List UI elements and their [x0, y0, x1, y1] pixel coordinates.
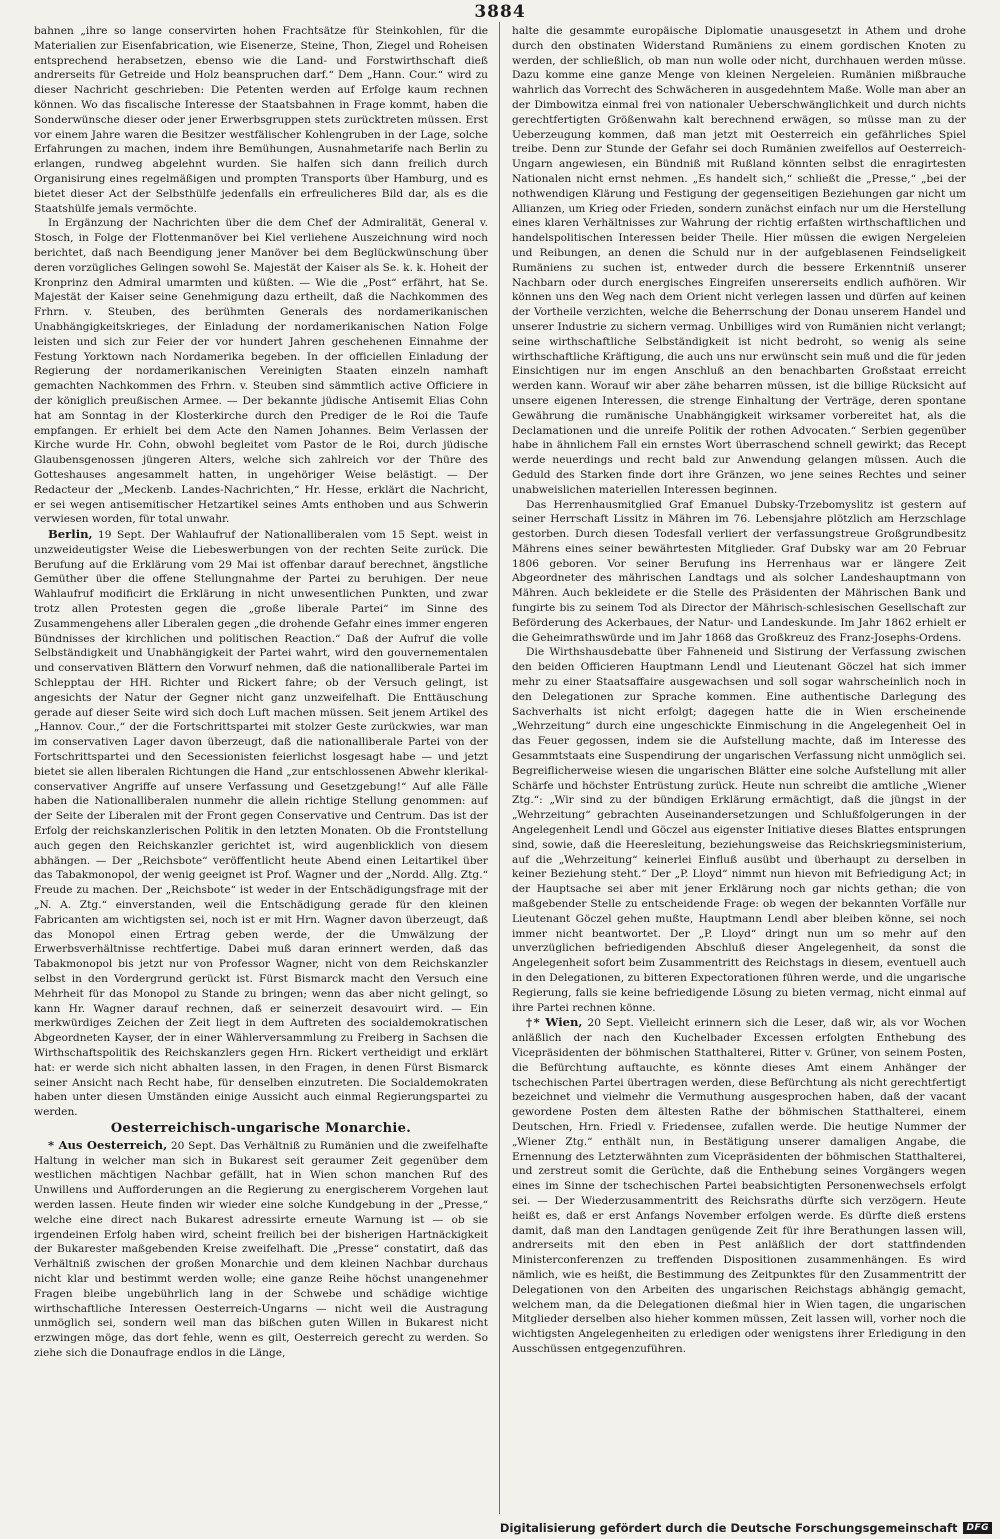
digitization-footer: [500, 1521, 992, 1535]
page-number: 3884: [474, 2, 526, 22]
article-paragraph: halte die gesammte europäische Diplomatie unausgesetzt in Athem und drohe durch den obstinaten Widerstand Rumäniens zu einem gordischen Knoten zu werden, der schließlich, ob man nun wolle oder nicht, durchhauen werden müsse. Dazu komme eine ganze Menge von kleinen Nergeleien. Rumänien mißbrauche wahrlich das Vorrecht des Schwächeren in ausgedehntem Maße. Wolle man aber an der Dimbowitza einmal frei von nationaler Ueberschwänglichkeit und durch nichts gerechtfertigten Größenwahn kalt berechnend erwägen, so müsse man zu der Ueberzeugung kommen, daß man jetzt mit Oesterreich ein gefährliches Spiel treibe. Denn zur Stunde der Gefahr sei doch Rumänien zweifellos auf Oesterreich-Ungarn angewiesen, ein Bündniß mit Rußland könnten selbst die enragirtesten Nationalen nicht ernst nehmen. „Es handelt sich,“ schließt die „Presse,“ „bei der nothwendigen Klärung und Festigung der gegenseitigen Beziehungen gar nicht um Allianzen, um Krieg oder Frieden, sondern zunächst einfach nur um die Herstellung eines klaren Verhältnisses zur Wahrung der richtig erfaßten wirthschaftlichen und handelspolitischen Interessen beider Theile. Hier müssen die ewigen Nergeleien und Reibungen, an denen die Schuld nur in der aufgeblasenen Feindseligkeit Rumäniens zu suchen ist, entweder durch die bessere Erkenntniß unserer Nachbarn oder durch energisches Eingreifen unsererseits endlich aufhören. Wir können uns den Weg nach dem Orient nicht verlegen lassen und dürfen auf keinen der Vortheile verzichten, welche die Beherrschung der Donau unserem Handel und unserer Industrie zu sichern vermag. Unbilliges wird von Rumänien nicht verlangt; seine wirthschaftliche Selbständigkeit ist nicht bedroht, so wenig als seine wirthschaftliche Kräftigung, die auch uns nur erwünscht sein muß und die für jeden Einsichtigen nur im engen Anschluß an den benachbarten Großstaat erreicht werden kann. Worauf wir aber zähe beharren müssen, ist die billige Rücksicht auf unsere eigenen Interessen, die strenge Einhaltung der Verträge, deren spontane Gewährung die rumänische Unabhängigkeit wirksamer vorbereitet hat, als die Declamationen und die unreife Politik der rothen Advocaten.“ Serbien gegenüber habe in ähnlichem Fall ein ernstes Wort überraschend schnell gewirkt; das Recept werde neuerdings und recht bald zur Anwendung gelangen müssen. Auch die Geduld des Starken finde dort ihre Gränzen, wo jene seines Rechtes und seiner unabweislichen materiellen Interessen beginnen.: [512, 25, 966, 496]
left-column: [34, 24, 488, 1512]
berlin-article-text: 19 Sept. Der Wahlaufruf der Nationalliberalen vom 15 Sept. weist in unzweideutigster Weise die Liebeswerbungen von der rechten Seite zurück. Die Berufung auf die Erklärung vom 29 Mai ist offenbar darauf berechnet, ängstliche Gemüther über die offene Stellungnahme der Partei zu beruhigen. Der neue Wahlaufruf modificirt die Erklärung in nicht unwesentlichen Punkten, und zwar trotz allen Protesten gegen die „große liberale Partei“ im Sinne des Zusammengehens aller Liberalen gegen „die drohende Gefahr eines immer engeren Bündnisses der kirchlichen und politischen Reaction.“ Daß der Aufruf die volle Selbständigkeit und Unabhängigkeit der Partei wahrt, wird den gouvernementalen und conservativen Blättern den Vorwurf nehmen, daß die nationalliberale Partei im Schlepptau der HH. Richter und Rickert fahre; ob der Versuch gelingt, ist angesichts der Natur der Gegner nicht ganz unzweifelhaft. Die Enttäuschung gerade auf dieser Seite wird sich doch Luft machen müssen. Seit jenem Artikel des „Hannov. Cour.,“ der die Fortschrittspartei mit stolzer Geste zurückwies, war man im conservativen Lager davon überzeugt, daß die nationalliberale Partei von der Fortschrittspartei und den Secessionisten feierlichst losgesagt habe — und jetzt bietet sie allen liberalen Richtungen die Hand „zur entschlossenen Abwehr klerikal-conservativer Angriffe auf unsere Verfassung und Gesetzgebung!“ Auf alle Fälle haben die Nationalliberalen nunmehr die allein richtige Stellung genommen: auf der Seite der Liberalen mit der Front gegen Conservative und Centrum. Das ist der Erfolg der reichskanzlerischen Politik in den letzten Monaten. Ob die Frontstellung auch gegen den Reichskanzler gerichtet ist, wird augenblicklich von diesem abhängen. — Der „Reichsbote“ veröffentlicht heute Abend einen Leitartikel über das Tabakmonopol, der wenig geeignet ist Prof. Wagner und der „Nordd. Allg. Ztg.“ Freude zu machen. Der „Reichsbote“ ist weder in der Entschädigungsfrage mit der „N. A. Ztg.“ einverstanden, weil die Entschädigung gerade für den kleinen Fabricanten am wichtigsten sei, noch ist er mit Hrn. Wagner davon überzeugt, daß das Monopol einen Ertrag geben werde, der die Umwälzung der Erwerbsverhältnisse rechtfertige. Dabei muß daran erinnert werden, daß das Tabakmonopol bis jetzt nur von Professor Wagner, nicht von dem Reichskanzler selbst in den Vordergrund gerückt ist. Fürst Bismarck macht den Versuch eine Mehrheit für das Monopol zu Stande zu bringen; wenn das aber nicht gelingt, so kann Hr. Wagner darauf rechnen, daß er seinerzeit desavouirt wird. — Ein merkwürdiges Zeichen der Zeit liegt in dem Auftreten des socialdemokratischen Abgeordneten Kayser, der in einer Wählerversammlung zu Freiberg in Sachsen die Wirthschaftspolitik des Reichskanzlers gegen Hrn. Rickert vertheidigt und erklärt hat: er werde sich nicht abhalten lassen, in den Fragen, in denen Fürst Bismarck seiner Ansicht nach Recht habe, für denselben einzutreten. Die Socialdemokraten haben unter diesen Umständen einige Aussicht auch einmal Regierungspartei zu werden.: [34, 529, 488, 1119]
vienna-dateline: †* Wien,: [526, 1015, 583, 1030]
footer-credit: Digitalisierung gefördert durch die Deutsche Forschungsgemeinschaft: [499, 1521, 958, 1535]
article-paragraph: bahnen „ihre so lange conservirten hohen Frachtsätze für Steinkohlen, für die Materialien zur Eisenfabrication, wie Eisenerze, Steine, Thon, Ziegel und Roheisen entsprechend herabsetzen, ebenso wie die Land- und Forstwirthschaft dieß andrerseits für Getreide und Holz beanspruchen darf.“ Dem „Hann. Cour.“ wird zu dieser Nachricht geschrieben: Die Petenten werden auf Erfolge kaum rechnen können. Wo das fiscalische Interesse der Staatsbahnen in Frage kommt, haben die Sonderwünsche dieser oder jener Erwerbsgruppen stets zurücktreten müssen. Erst vor einem Jahre waren die Besitzer westfälischer Kohlengruben in der Lage, solche Erfahrungen zu machen, indem ihre Bemühungen, Ausnahmetarife nach Berlin zu erlangen, rundweg abgelehnt wurden. Sie halfen sich dann freilich durch Organisirung eines regelmäßigen und prompten Transports über Hamburg, und es bietet dieser Act der Selbsthülfe jedenfalls ein erfreulicheres Bild dar, als es die Staatshülfe jemals vermöchte.: [34, 25, 488, 215]
austria-article: [34, 1138, 488, 1361]
dfg-logo: DFG: [963, 1522, 992, 1534]
vienna-article-text: 20 Sept. Vielleicht erinnern sich die Leser, daß wir, als vor Wochen anläßlich der nach den Kuchelbader Excessen erfolgten Enthebung des Vicepräsidenten der böhmischen Statthalterei, Ritter v. Grüner, von seinem Posten, die Befürchtung auftauchte, es könnte dieses Amt einem Anhänger der tschechischen Partei übertragen werden, diese Befürchtung als nicht gerechtfertigt bezeichnet und vielmehr die Vermuthung ausgesprochen haben, daß der vacant gewordene Posten dem ältesten Rathe der böhmischen Statthalterei, einem Deutschen, Hrn. Friedl v. Friedensee, zufallen werde. Die heutige Nummer der „Wiener Ztg.“ enthält nun, in Bestätigung unserer damaligen Angabe, die Ernennung des Letzterwähnten zum Vicepräsidenten der böhmischen Statthalterei, und zerstreut somit die Gerüchte, daß die Enthebung seines Vorgängers wegen eines im Sinne der tschechischen Partei beabsichtigten Personenwechsels erfolgt sei. — Der Wiederzusammentritt des Reichsraths dürfte sich verzögern. Heute heißt es, daß er erst Anfangs November erfolgen werde. Es dürfte dieß erstens damit, daß man den Landtagen genügende Zeit für ihre Berathungen lassen will, andrerseits mit den eben in Pest anläßlich der dort stattfindenden Ministerconferenzen zu treffenden Dispositionen zusammenhängen. Es wird nämlich, wie es heißt, die Bestimmung des Zeitpunktes für den Zusammentritt der Delegationen von den Arbeiten des ungarischen Reichstags abhängig gemacht, welchem man, da die Delegationen dießmal hier in Wien tagen, die ungarischen Mitglieder derselben also hieher kommen müssen, Zeit lassen will, vorher noch die wichtigsten Angelegenheiten zu erledigen oder wenigstens ihrer Erledigung in den Ausschüssen entgegenzuführen.: [512, 1017, 966, 1355]
berlin-dateline: Berlin,: [48, 527, 93, 542]
column-divider: [499, 22, 500, 1514]
vienna-article: [512, 1015, 966, 1356]
austria-dateline: * Aus Oesterreich,: [48, 1137, 168, 1152]
article-paragraph: Die Wirthshausdebatte über Fahneneid und Sistirung der Verfassung zwischen den beiden Officieren Hauptmann Lendl und Lieutenant Göczel hat sich immer mehr zu einer Staatsaffaire ausgewachsen und soll sogar wahrscheinlich noch in den Delegationen zur Sprache kommen. Eine authentische Darlegung des Sachverhalts ist nicht erfolgt; dagegen hatte die in Wien erscheinende „Wehrzeitung“ durch eine ungeschickte Einmischung in die Angelegenheit Oel in das Feuer gegossen, indem sie die Aufstellung machte, daß im Interesse des Gesammtstaats eine Suspendirung der ungarischen Verfassung nicht unmöglich sei. Begreiflicherweise wiesen die ungarischen Blätter eine solche Aufstellung mit aller Schärfe und höchster Entrüstung zurück. Heute nun schreibt die amtliche „Wiener Ztg.“: „Wir sind zu der bündigen Erklärung ermächtigt, daß die jüngst in der „Wehrzeitung“ gebrachten Auseinandersetzungen und Schlußfolgerungen in der Angelegenheit Lendl und Göczel aus eigenster Initiative dieses Blattes entsprungen sind, sowie, daß die Heeresleitung, beziehungsweise das Reichskriegsministerium, auf die „Wehrzeitung“ keinerlei Einfluß ausübt und überhaupt zu derselben in keiner Beziehung steht.“ Der „P. Lloyd“ nimmt nun hievon mit Befriedigung Act; in der Hauptsache sei aber mit jener Erklärung noch gar nichts gethan; die von maßgebender Stelle zu entscheidende Frage: ob wegen der bekannten Vorfälle nur Lieutenant Göczel gehen mußte, Hauptmann Lendl aber bleiben könne, sei noch immer nicht beantwortet. Der „P. Lloyd“ dringt nun um so mehr auf den unverzüglichen befriedigenden Abschluß dieser Angelegenheit, da sonst die Angelegenheit sofort beim Zusammentritt des Reichstags in diesem, eventuell auch in den Delegationen, zu bitteren Expectorationen führen werde, und die ungarische Regierung, falls sie keine befriedigende Lösung zu bieten vermag, nicht einmal auf ihre Partei rechnen könne.: [512, 646, 966, 1014]
article-paragraph: Das Herrenhausmitglied Graf Emanuel Dubsky-Trzebomyslitz ist gestern auf seiner Herrschaft Lissitz in Mähren im 76. Lebensjahre plötzlich am Herzschlage gestorben. Durch diesen Todesfall verliert der verfassungstreue Großgrundbesitz Mährens eines seiner bewährtesten Mitglieder. Graf Dubsky war am 20 Februar 1806 geboren. Vor seiner Berufung ins Herrenhaus war er längere Zeit Abgeordneter des mährischen Landtags und als solcher Landeshauptmann von Mähren. Auch bekleidete er die Stelle des Präsidenten der Mährischen Bank und fungirte bis zu seinem Tod als Director der Mährisch-schlesischen Gesellschaft zur Beförderung des Ackerbaues, der Natur- und Landeskunde. Im Jahr 1862 erhielt er die Geheimrathswürde und im Jahr 1868 das Großkreuz des Franz-Josephs-Ordens.: [512, 498, 966, 644]
berlin-article: [34, 527, 488, 1120]
article-paragraph: In Ergänzung der Nachrichten über die dem Chef der Admiralität, General v. Stosch, in Folge der Flottenmanöver bei Kiel verliehene Auszeichnung wird noch berichtet, daß nach Beendigung jener Manöver bei dem Beglückwünschung über deren vorzügliches Gelingen sowohl Se. Majestät der Kaiser als Se. k. k. Hoheit der Kronprinz den Admiral umarmten und küßten. — Wie die „Post“ erfährt, hat Se. Majestät der Kaiser seine Genehmigung dazu ertheilt, daß die Nachkommen des Frhrn. v. Steuben, des berühmten Generals des nordamerikanischen Unabhängigkeitskrieges, der Einladung der nordamerikanischen Nation Folge leisten und sich zur Feier der vor hundert Jahren geschehenen Einnahme der Festung Yorktown nach Nordamerika begeben. In der officiellen Einladung der Regierung der nordamerikanischen Vereinigten Staaten einzeln namhaft gemachten Nachkommen des Frhrn. v. Steuben sind sämmtlich active Officiere in der königlich preußischen Armee. — Der bekannte jüdische Antisemit Elias Cohn hat am Sonntag in der Klosterkirche durch den Prediger de le Roi die Taufe empfangen. Er erhielt bei dem Acte den Namen Johannes. Beim Verlassen der Kirche wurde Hr. Cohn, obwohl begleitet vom Pastor de le Roi, durch jüdische Glaubensgenossen jüngeren Alters, welche sich zahlreich vor der Thüre des Gotteshauses angesammelt hatten, in ungehöriger Weise belästigt. — Der Redacteur der „Meckenb. Landes-Nachrichten,“ Hr. Hesse, erklärt die Nachricht, er sei wegen antisemitischer Hetzartikel seines Amts enthoben und aus Schwerin verwiesen worden, für total unwahr.: [34, 217, 488, 526]
austria-article-text: 20 Sept. Das Verhältniß zu Rumänien und die zweifelhafte Haltung in welcher man sich in Bukarest seit geraumer Zeit gegenüber dem westlichen mächtigen Nachbar gefällt, hat in Wien schon manchen Ruf des Unwillens und Aufforderungen an die Regierung zu energischerem Vorgehen laut werden lassen. Heute finden wir wieder eine solche Kundgebung in der „Presse,“ welche eine direct nach Bukarest adressirte erneute Warnung ist — ob sie irgendeinen Erfolg haben wird, scheint freilich bei der bisherigen Hartnäckigkeit der Bukarester maßgebenden Kreise zweifelhaft. Die „Presse“ constatirt, daß das Verhältniß zwischen der großen Monarchie und dem kleinen Nachbar durchaus nicht klar und bestimmt werden wolle; eine ganze Reihe höchst unangenehmer Fragen bleibe ungebührlich lang in der Schwebe und schädige wichtige wirthschaftliche Interessen Oesterreich-Ungarns — nicht weil die Austragung unmöglich sei, sondern weil man das bißchen guten Willen in Bukarest nicht erzwingen möge, das dort fehle, wenn es gilt, Oesterreich gerecht zu werden. So ziehe sich die Donaufrage endlos in die Länge,: [34, 1139, 488, 1359]
right-column: [512, 24, 966, 1512]
section-heading: Oesterreichisch-ungarische Monarchie.: [110, 1120, 412, 1136]
